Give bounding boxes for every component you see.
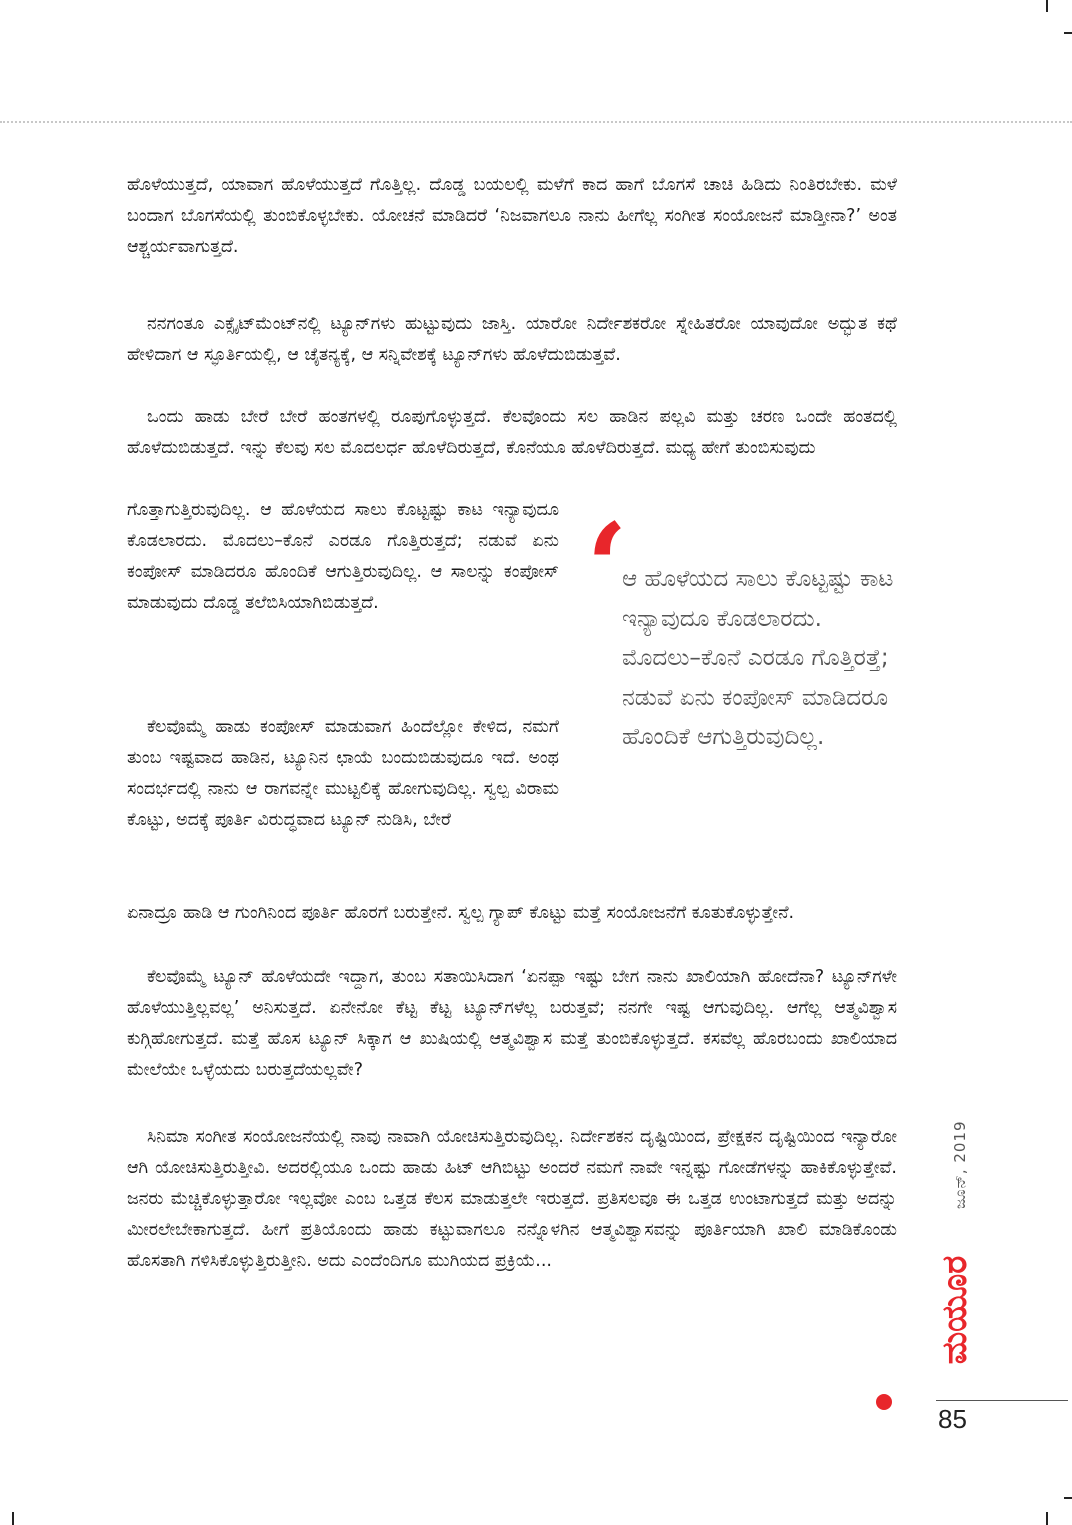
- article-paragraph-3-full: ಒಂದು ಹಾಡು ಬೇರೆ ಬೇರೆ ಹಂತಗಳಲ್ಲಿ ರೂಪುಗೊಳ್ಳುತ್ತದೆ. ಕೆಲವೊಂದು ಸಲ ಹಾಡಿನ ಪಲ್ಲವಿ ಮತ್ತು ಚರಣ ಒಂದೇ ಹಂತದಲ್ಲಿ ಹೊಳೆದುಬಿಡುತ್ತದೆ. ಇನ್ನು ಕೆಲವು ಸಲ ಮೊದಲರ್ಧ ಹೊಳೆದಿರುತ್ತದೆ, ಕೊನೆಯೂ ಹೊಳೆದಿರುತ್ತದೆ. ಮಧ್ಯ ಹೇಗೆ ತುಂಬಿಸುವುದು: [127, 407, 897, 458]
- page-number: 85: [938, 1404, 967, 1434]
- issue-date: ಜೂನ್, 2019: [951, 1120, 969, 1209]
- crop-mark-right-lower: [1064, 1497, 1072, 1499]
- crop-mark-bottom-right: [1046, 1512, 1048, 1525]
- crop-mark-top-right: [1046, 0, 1048, 12]
- article-paragraph-1: ಹೊಳೆಯುತ್ತದೆ, ಯಾವಾಗ ಹೊಳೆಯುತ್ತದೆ ಗೊತ್ತಿಲ್ಲ. ದೊಡ್ಡ ಬಯಲಲ್ಲಿ ಮಳೆಗೆ ಕಾದ ಹಾಗೆ ಬೊಗಸೆ ಚಾಚಿ ಹಿಡಿದು ನಿಂತಿರಬೇಕು. ಮಳೆ ಬಂದಾಗ ಬೊಗಸೆಯಲ್ಲಿ ತುಂಬಿಕೊಳ್ಳಬೇಕು. ಯೋಚನೆ ಮಾಡಿದರೆ ‘ನಿಜವಾಗಲೂ ನಾನು ಹೀಗೆಲ್ಲ ಸಂಗೀತ ಸಂಯೋಜನೆ ಮಾಡ್ತೀನಾ?’ ಅಂತ ಆಶ್ಚರ್ಯವಾಗುತ್ತದೆ.: [127, 175, 897, 257]
- header-dotted-rule: [0, 121, 1072, 123]
- article-paragraph-4-full: ಏನಾದ್ರೂ ಹಾಡಿ ಆ ಗುಂಗಿನಿಂದ ಪೂರ್ತಿ ಹೊರಗೆ ಬರುತ್ತೇನೆ. ಸ್ವಲ್ಪ ಗ್ಯಾಪ್ ಕೊಟ್ಟು ಮತ್ತೆ ಸಂಯೋಜನೆಗೆ ಕೂತುಕೊಳ್ಳುತ್ತೇನೆ.: [127, 903, 795, 923]
- article-paragraph-3-narrow: ಗೊತ್ತಾಗುತ್ತಿರುವುದಿಲ್ಲ. ಆ ಹೊಳೆಯದ ಸಾಲು ಕೊಟ್ಟಷ್ಟು ಕಾಟ ಇನ್ಯಾವುದೂ ಕೊಡಲಾರದು. ಮೊದಲು–ಕೊನೆ ಎರಡೂ ಗೊತ್ತಿರುತ್ತದೆ; ನಡುವೆ ಏನು ಕಂಪೋಸ್ ಮಾಡಿದರೂ ಹೊಂದಿಕೆ ಆಗುತ್ತಿರುವುದಿಲ್ಲ. ಆ ಸಾಲನ್ನು ಕಂಪೋಸ್ ಮಾಡುವುದು ದೊಡ್ಡ ತಲೆಬಿಸಿಯಾಗಿಬಿಡುತ್ತದೆ.: [127, 500, 559, 613]
- article-paragraph-5: ಕೆಲವೊಮ್ಮೆ ಟ್ಯೂನ್ ಹೊಳೆಯದೇ ಇದ್ದಾಗ, ತುಂಬ ಸತಾಯಿಸಿದಾಗ ‘ಏನಪ್ಪಾ ಇಷ್ಟು ಬೇಗ ನಾನು ಖಾಲಿಯಾಗಿ ಹೋದೆನಾ? ಟ್ಯೂನ್‌ಗಳೇ ಹೊಳೆಯುತ್ತಿಲ್ಲವಲ್ಲ’ ಅನಿಸುತ್ತದೆ. ಏನೇನೋ ಕೆಟ್ಟ ಕೆಟ್ಟ ಟ್ಯೂನ್‌ಗಳೆಲ್ಲ ಬರುತ್ತವೆ; ನನಗೇ ಇಷ್ಟ ಆಗುವುದಿಲ್ಲ. ಆಗೆಲ್ಲ ಆತ್ಮವಿಶ್ವಾಸ ಕುಗ್ಗಿಹೋಗುತ್ತದೆ. ಮತ್ತೆ ಹೊಸ ಟ್ಯೂನ್ ಸಿಕ್ಕಾಗ ಆ ಖುಷಿಯಲ್ಲಿ ಆತ್ಮವಿಶ್ವಾಸ ಮತ್ತೆ ತುಂಬಿಕೊಳ್ಳುತ್ತದೆ. ಕಸವೆಲ್ಲ ಹೊರಬಂದು ಖಾಲಿಯಾದ ಮೇಲೆಯೇ ಒಳ್ಳೆಯದು ಬರುತ್ತದೆಯಲ್ಲವೇ?: [127, 967, 897, 1080]
- article-paragraph-4-narrow: ಕೆಲವೊಮ್ಮೆ ಹಾಡು ಕಂಪೋಸ್ ಮಾಡುವಾಗ ಹಿಂದೆಲ್ಲೋ ಕೇಳಿದ, ನಮಗೆ ತುಂಬ ಇಷ್ಟವಾದ ಹಾಡಿನ, ಟ್ಯೂನಿನ ಛಾಯೆ ಬಂದುಬಿಡುವುದೂ ಇದೆ. ಅಂಥ ಸಂದರ್ಭದಲ್ಲಿ ನಾನು ಆ ರಾಗವನ್ನೇ ಮುಟ್ಟಲಿಕ್ಕೆ ಹೋಗುವುದಿಲ್ಲ. ಸ್ವಲ್ಪ ವಿರಾಮ ಕೊಟ್ಟು, ಅದಕ್ಕೆ ಪೂರ್ತಿ ವಿರುದ್ಧವಾದ ಟ್ಯೂನ್ ನುಡಿಸಿ, ಬೇರೆ: [127, 717, 559, 830]
- magazine-logo: ಮಯೂರ: [935, 1255, 975, 1365]
- crop-mark-right-upper: [1064, 32, 1072, 34]
- pullquote-text: ಆ ಹೊಳೆಯದ ಸಾಲು ಕೊಟ್ಟಷ್ಟು ಕಾಟ ಇನ್ಯಾವುದೂ ಕೊಡಲಾರದು. ಮೊದಲು–ಕೊನೆ ಎರಡೂ ಗೊತ್ತಿರತ್ತೆ; ನಡುವೆ ಏನು ಕಂಪೋಸ್ ಮಾಡಿದರೂ ಹೊಂದಿಕೆ ಆಗುತ್ತಿರುವುದಿಲ್ಲ.: [622, 566, 894, 750]
- article-paragraph-6: ಸಿನಿಮಾ ಸಂಗೀತ ಸಂಯೋಜನೆಯಲ್ಲಿ ನಾವು ನಾವಾಗಿ ಯೋಚಿಸುತ್ತಿರುವುದಿಲ್ಲ. ನಿರ್ದೇಶಕನ ದೃಷ್ಟಿಯಿಂದ, ಪ್ರೇಕ್ಷಕನ ದೃಷ್ಟಿಯಿಂದ ಇನ್ಯಾರೋ ಆಗಿ ಯೋಚಿಸುತ್ತಿರುತ್ತೀವಿ. ಅದರಲ್ಲಿಯೂ ಒಂದು ಹಾಡು ಹಿಟ್ ಆಗಿಬಿಟ್ಟು ಅಂದರೆ ನಮಗೆ ನಾವೇ ಇನ್ನಷ್ಟು ಗೋಡೆಗಳನ್ನು ಹಾಕಿಕೊಳ್ಳುತ್ತೇವೆ. ಜನರು ಮೆಚ್ಚಿಕೊಳ್ಳುತ್ತಾರೋ ಇಲ್ಲವೋ ಎಂಬ ಒತ್ತಡ ಕೆಲಸ ಮಾಡುತ್ತಲೇ ಇರುತ್ತದೆ. ಪ್ರತಿಸಲವೂ ಈ ಒತ್ತಡ ಉಂಟಾಗುತ್ತದೆ ಮತ್ತು ಅದನ್ನು ಮೀರಲೇಬೇಕಾಗುತ್ತದೆ. ಹೀಗೆ ಪ್ರತಿಯೊಂದು ಹಾಡು ಕಟ್ಟುವಾಗಲೂ ನನ್ನೊಳಗಿನ ಆತ್ಮವಿಶ್ವಾಸವನ್ನು ಪೂರ್ತಿಯಾಗಿ ಖಾಲಿ ಮಾಡಿಕೊಂಡು ಹೊಸತಾಗಿ ಗಳಿಸಿಕೊಳ್ಳುತ್ತಿರುತ್ತೀನಿ. ಅದು ಎಂದೆಂದಿಗೂ ಮುಗಿಯದ ಪ್ರಕ್ರಿಯೆ...: [127, 1127, 897, 1271]
- page-number-rule: [936, 1400, 1068, 1401]
- accent-dot: [876, 1394, 892, 1410]
- article-paragraph-2: ನನಗಂತೂ ಎಕ್ಸೈಟ್‌ಮೆಂಟ್‌ನಲ್ಲಿ ಟ್ಯೂನ್‌ಗಳು ಹುಟ್ಟುವುದು ಜಾಸ್ತಿ. ಯಾರೋ ನಿರ್ದೇಶಕರೋ ಸ್ನೇಹಿತರೋ ಯಾವುದೋ ಅದ್ಭುತ ಕಥೆ ಹೇಳಿದಾಗ ಆ ಸ್ಫೂರ್ತಿಯಲ್ಲಿ, ಆ ಚೈತನ್ಯಕ್ಕೆ, ಆ ಸನ್ನಿವೇಶಕ್ಕೆ ಟ್ಯೂನ್‌ಗಳು ಹೊಳೆದುಬಿಡುತ್ತವೆ.: [127, 314, 897, 365]
- crop-mark-bottom-left: [12, 1512, 14, 1525]
- pullquote-mark: ‘: [586, 497, 628, 638]
